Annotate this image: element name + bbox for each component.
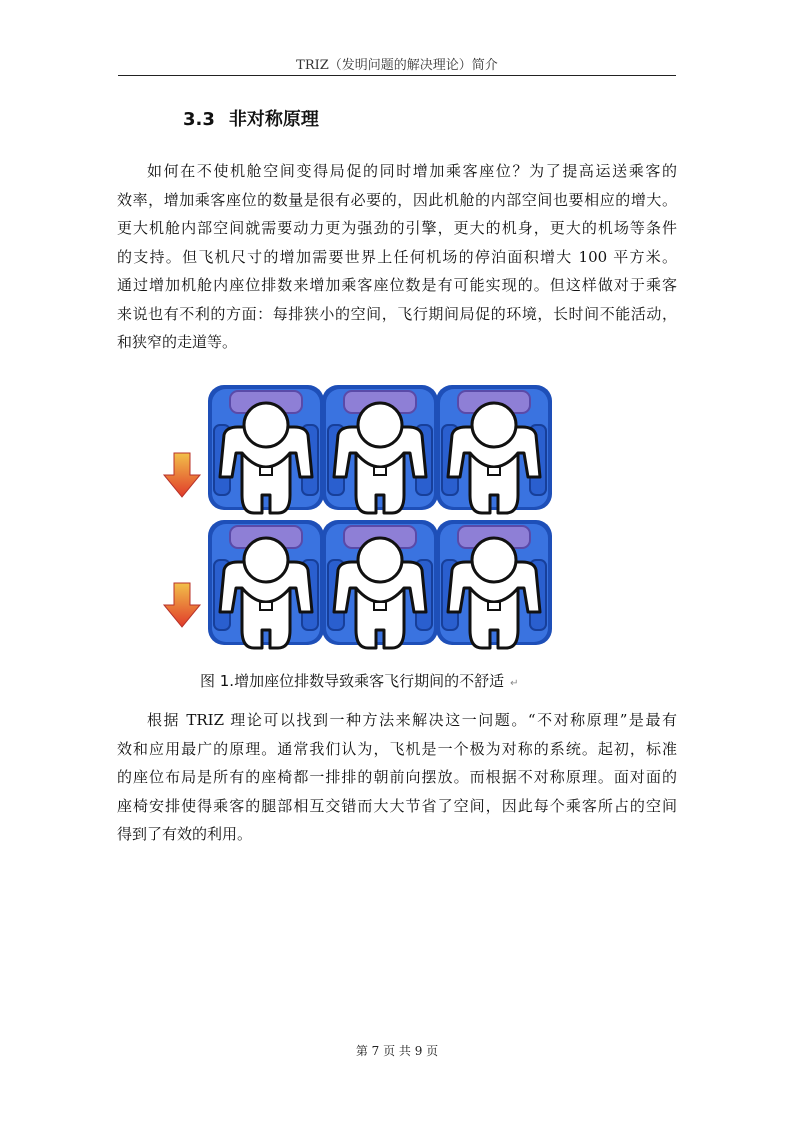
paragraph-line: 如何在不使机舱空间变得局促的同时增加乘客座位？为了提高运送乘客的 [147, 162, 677, 180]
figure-caption [200, 670, 518, 691]
paragraph-line: 更大机舱内部空间就需要动力更为强劲的引擎，更大的机身，更大的机场等条件 [117, 219, 677, 237]
passenger-seat-icon [322, 520, 438, 648]
passenger-seat-icon [322, 385, 438, 513]
page-footer: 第 7 页 共 9 页 [355, 1044, 439, 1058]
section-number: 3.3 [183, 109, 215, 130]
paragraph-line: 座椅安排使得乘客的腿部相互交错而大大节省了空间，因此每个乘客所占的空间 [117, 796, 677, 815]
figure-caption-text: 图 1.增加座位排数导致乘客飞行期间的不舒适 [200, 672, 505, 690]
down-arrow-icon [164, 583, 200, 627]
paragraph-line: 效和应用最广的原理。通常我们认为，飞机是一个极为对称的系统。起初，标准 [117, 739, 677, 758]
passenger-seat-icon [436, 520, 552, 648]
paragraph-intro [117, 157, 677, 357]
paragraph-line: 得到了有效的利用。 [117, 825, 253, 843]
paragraph-line: 效率，增加乘客座位的数量是很有必要的，因此机舱的内部空间也要相应的增大。 [117, 190, 677, 209]
paragraph-principle [117, 706, 677, 849]
paragraph-line: 和狭窄的走道等。 [117, 333, 238, 351]
section-heading [183, 105, 319, 131]
paragraph-line: 通过增加机舱内座位排数来增加乘客座位数是有可能实现的。但这样做对于乘客 [117, 276, 677, 294]
passenger-seat-icon [208, 385, 324, 513]
row-2 [164, 520, 552, 648]
paragraph-line: 来说也有不利的方面：每排狭小的空间，飞行期间局促的环境，长时间不能活动， [117, 304, 677, 323]
passenger-seat-icon [436, 385, 552, 513]
page-header: TRIZ（发明问题的解决理论）简介 [296, 58, 498, 73]
down-arrow-icon [164, 453, 200, 497]
seating-illustration [160, 385, 560, 660]
seating-figure [160, 385, 560, 660]
section-title: 非对称原理 [228, 109, 319, 130]
paragraph-line: 的座位布局是所有的座椅都一排排的朝前向摆放。而根据不对称原理。面对面的 [117, 768, 677, 786]
passenger-seat-icon [208, 520, 324, 648]
row-1 [164, 385, 552, 513]
paragraph-line: 的支持。但飞机尺寸的增加需要世界上任何机场的停泊面积增大 100 平方米。 [117, 247, 677, 266]
paragraph-line: 根据 TRIZ 理论可以找到一种方法来解决这一问题。“不对称原理”是最有 [147, 711, 677, 729]
paragraph-mark-icon: ↵ [510, 678, 519, 689]
header-rule [118, 75, 676, 76]
